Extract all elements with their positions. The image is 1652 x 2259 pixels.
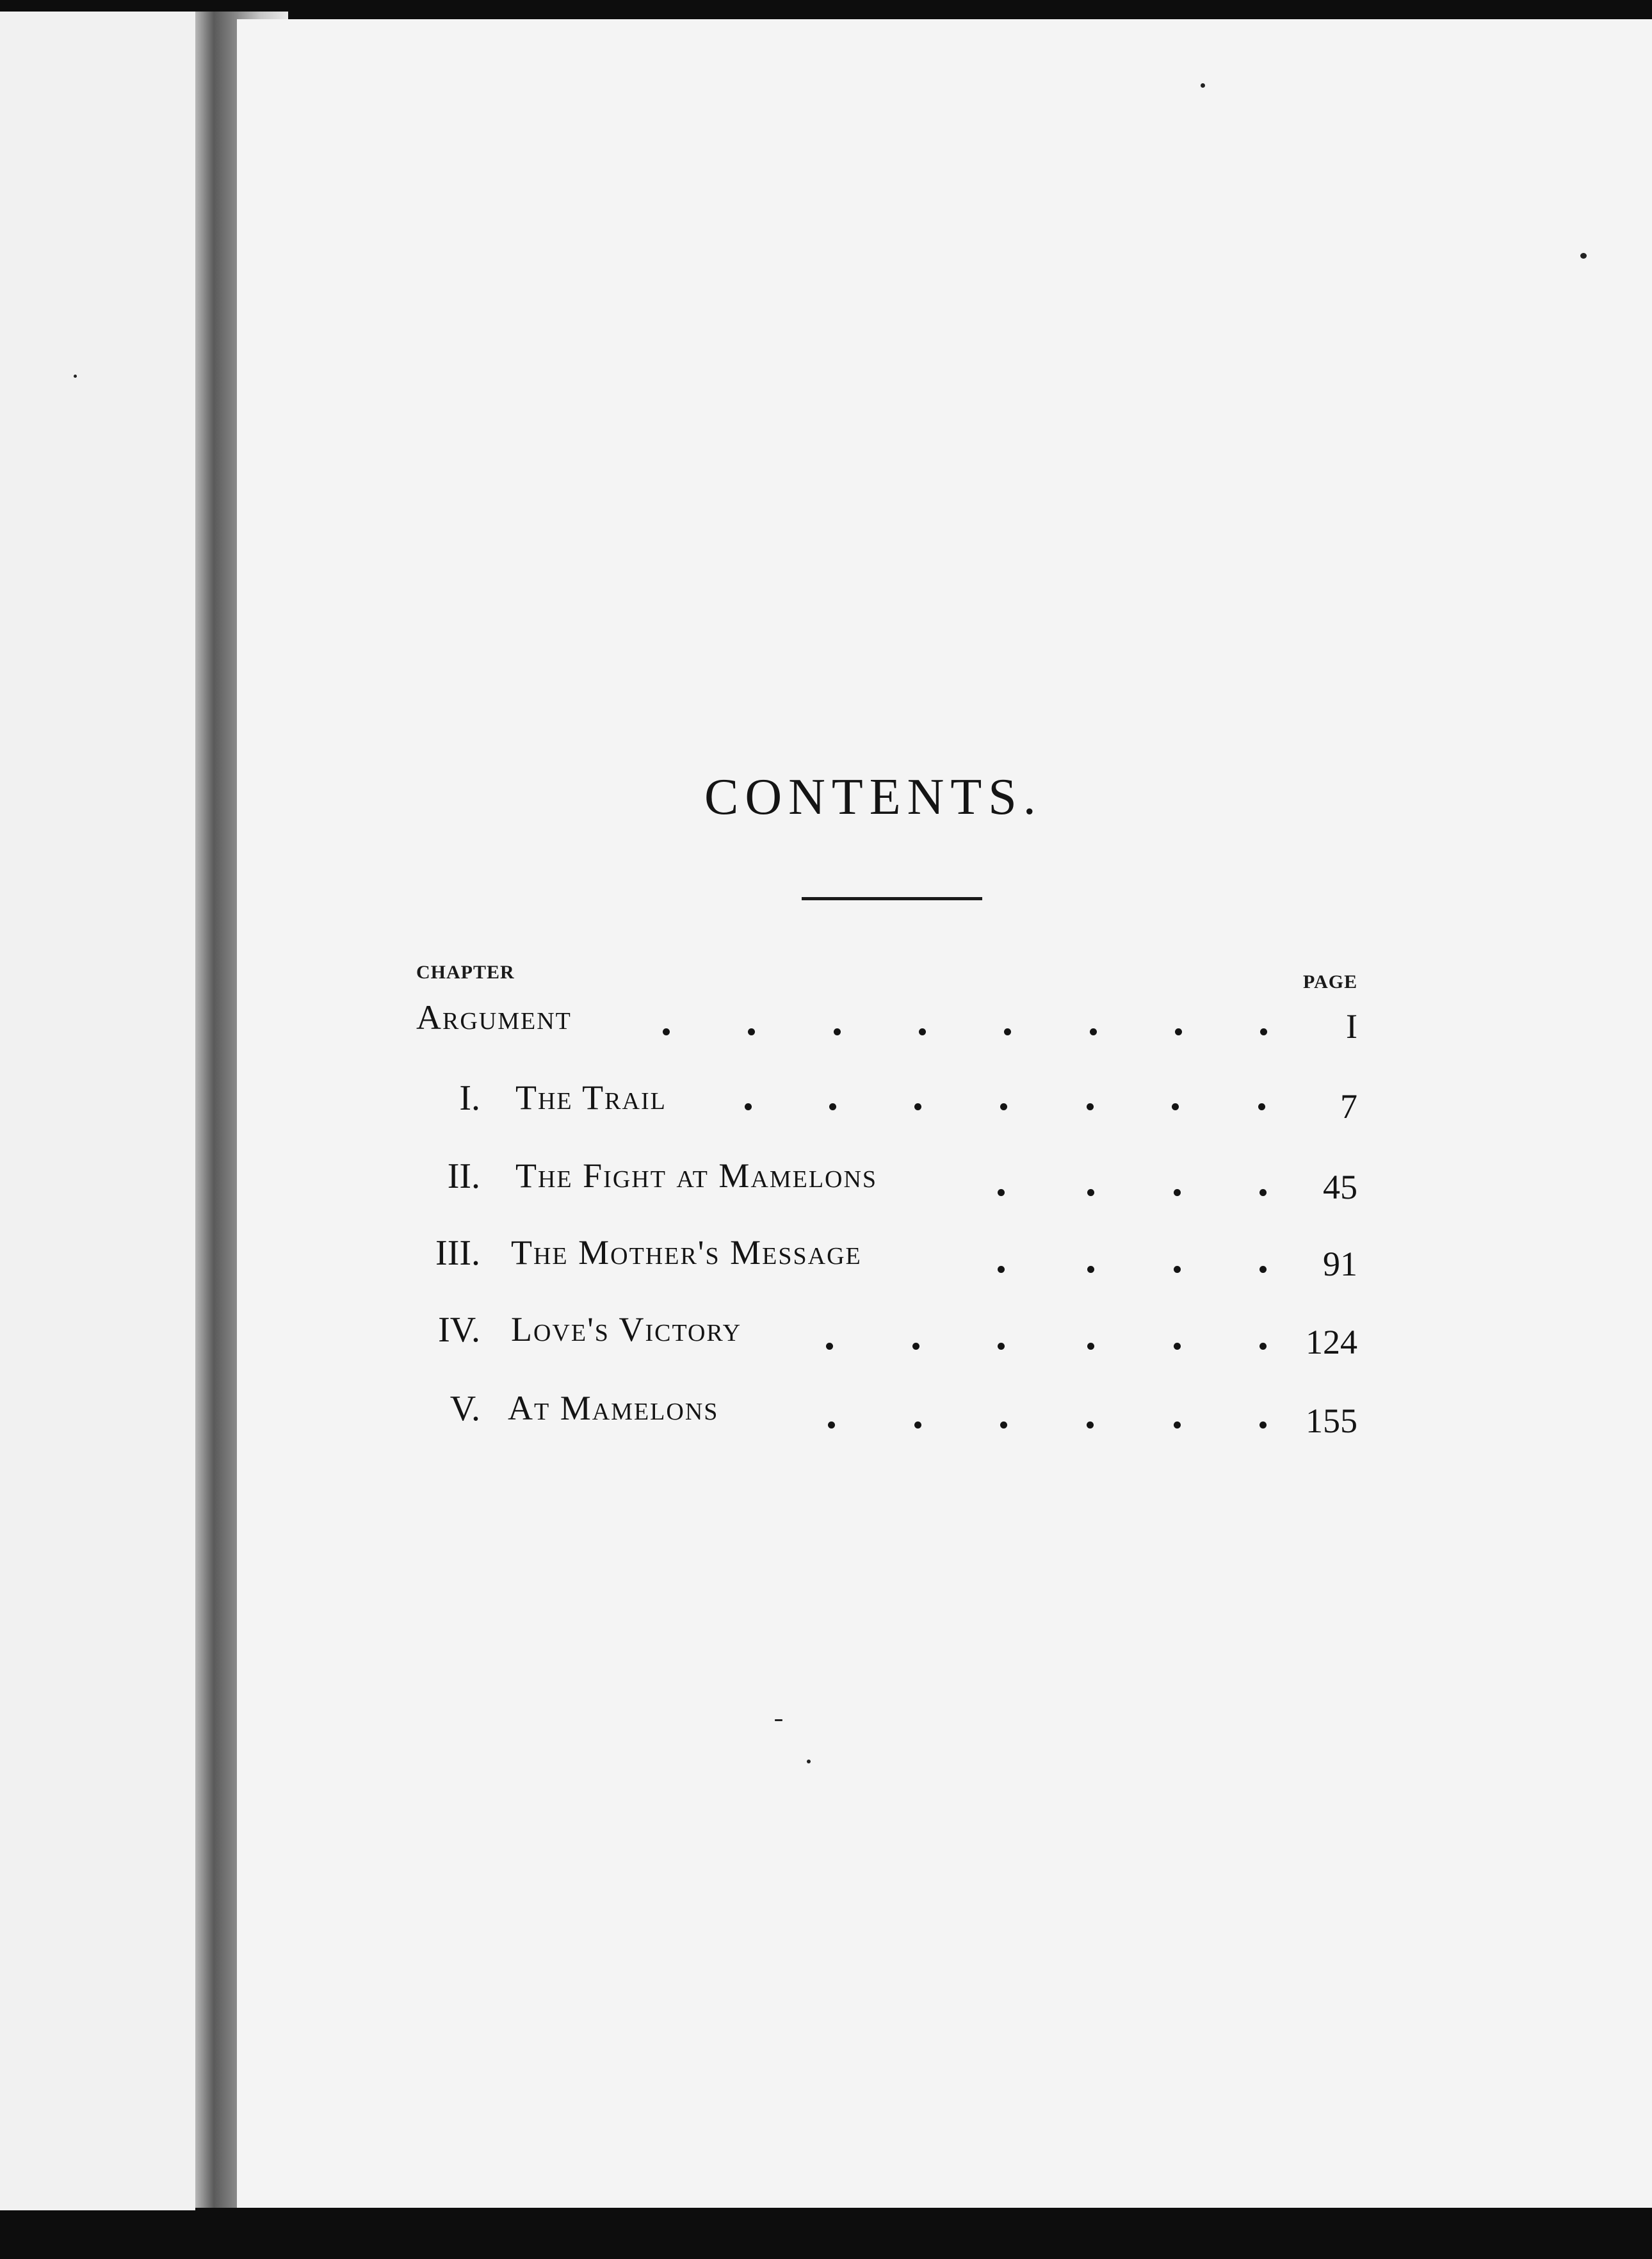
leader-dot	[748, 1028, 755, 1035]
entry-title: The Trail	[515, 1078, 667, 1117]
leader-dot	[1259, 1266, 1267, 1273]
chapter-number: V.	[449, 1389, 480, 1429]
entry-title: The Mother's Message	[511, 1233, 862, 1272]
leader-dot	[914, 1421, 921, 1429]
leader-dot	[914, 1103, 921, 1110]
leader-dot	[1174, 1343, 1181, 1350]
entry-title: Love's Victory	[511, 1310, 742, 1348]
entry-page: I	[1346, 1007, 1357, 1046]
chapter-number: I.	[459, 1078, 480, 1118]
chapter-number: II.	[447, 1156, 480, 1196]
leader-dot	[1259, 1189, 1267, 1196]
leader-dot	[919, 1028, 926, 1035]
leader-dot	[1172, 1103, 1179, 1110]
leader-dot	[1000, 1421, 1007, 1429]
leader-dot	[1174, 1266, 1181, 1273]
leader-dot	[1174, 1189, 1181, 1196]
title-rule	[802, 897, 982, 900]
leader-dot	[1087, 1103, 1094, 1110]
toc-row-argument	[0, 998, 1652, 1055]
entry-page: 155	[1306, 1402, 1357, 1440]
entry-title: At Mamelons	[508, 1389, 719, 1427]
leader-dot	[998, 1189, 1005, 1196]
leader-dot	[1087, 1266, 1094, 1273]
leader-dot	[998, 1343, 1005, 1350]
leader-dot	[1174, 1421, 1181, 1429]
leader-dot	[834, 1028, 841, 1035]
chapter-number: III.	[435, 1233, 480, 1273]
leader-dot	[663, 1028, 670, 1035]
leader-dot	[1087, 1421, 1094, 1429]
toc-row-chapter-4	[0, 1309, 1652, 1367]
leader-dot	[828, 1421, 835, 1429]
leader-dot	[829, 1103, 836, 1110]
leader-dot	[1087, 1343, 1094, 1350]
toc-row-chapter-3	[0, 1233, 1652, 1290]
leader-dot	[1087, 1189, 1094, 1196]
page-column-header: PAGE	[1303, 971, 1358, 992]
leader-dot	[1259, 1421, 1267, 1429]
leader-dot	[912, 1343, 919, 1350]
entry-title: The Fight at Mamelons	[515, 1156, 878, 1195]
leader-dot	[1004, 1028, 1011, 1035]
leader-dot	[1258, 1103, 1265, 1110]
leader-dot	[745, 1103, 752, 1110]
entry-page: 7	[1340, 1087, 1357, 1126]
toc-row-chapter-5	[0, 1388, 1652, 1446]
chapter-number: IV.	[438, 1310, 480, 1350]
page-title: CONTENTS.	[704, 769, 1042, 825]
leader-dot	[826, 1343, 833, 1350]
entry-page: 91	[1323, 1245, 1357, 1283]
toc-row-chapter-1	[0, 1078, 1652, 1135]
chapter-column-header: CHAPTER	[416, 962, 515, 983]
leader-dot	[1175, 1028, 1182, 1035]
leader-dot	[998, 1266, 1005, 1273]
leader-dot	[1260, 1028, 1267, 1035]
leader-dot	[1090, 1028, 1097, 1035]
leader-dot	[1259, 1343, 1267, 1350]
entry-title: Argument	[416, 998, 572, 1037]
entry-page: 45	[1323, 1168, 1357, 1206]
leader-dot	[1000, 1103, 1007, 1110]
entry-page: 124	[1306, 1323, 1357, 1361]
toc-row-chapter-2	[0, 1156, 1652, 1213]
